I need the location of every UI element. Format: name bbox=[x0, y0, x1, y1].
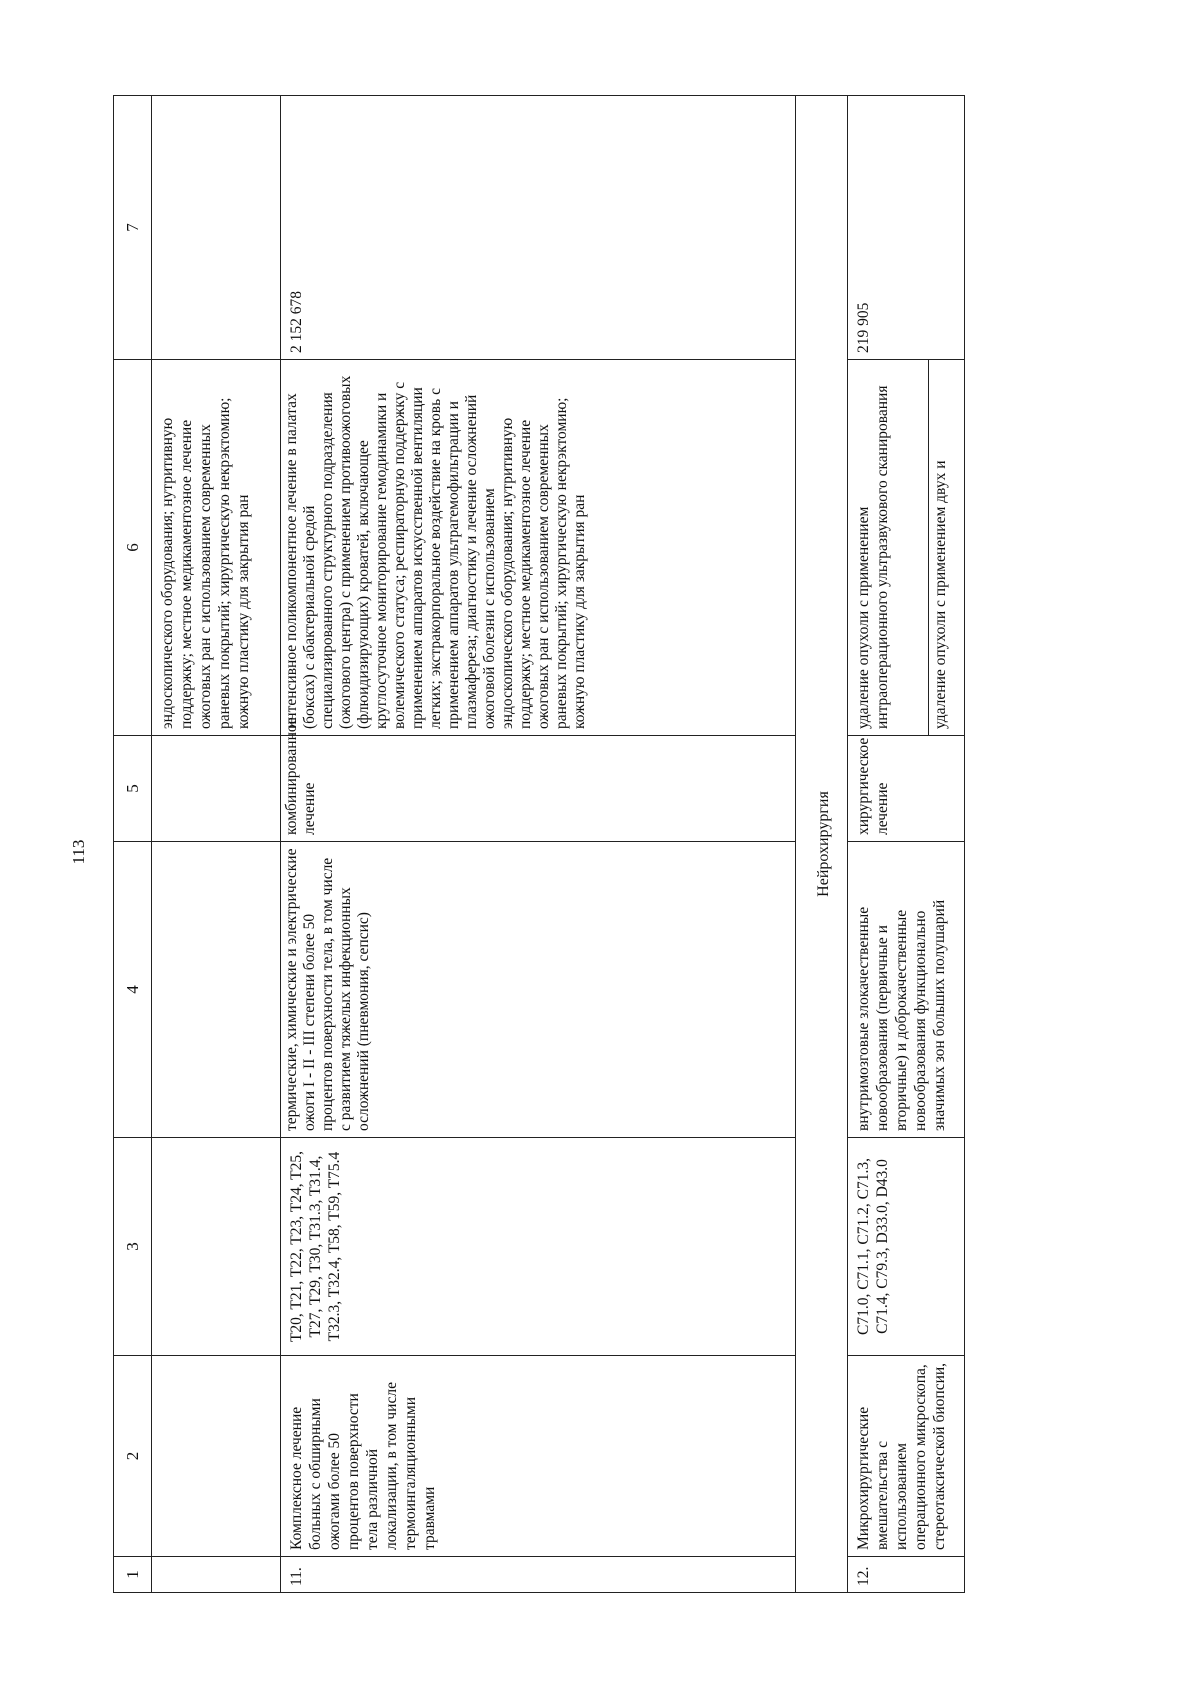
cell-row-number: 12. bbox=[848, 1557, 965, 1593]
section-row bbox=[796, 96, 848, 1593]
table-row-11 bbox=[281, 96, 796, 1593]
table-row-12 bbox=[848, 96, 965, 1593]
cell-empty bbox=[152, 1557, 281, 1593]
cell-cost: 219 905 bbox=[848, 96, 965, 360]
cell-empty bbox=[152, 1356, 281, 1557]
cell-care-name: Комплексное лечение больных с обширными ожогами более 50 процентов поверхности тела различной локализации, в том числе термоингаляционными травмами bbox=[281, 1356, 796, 1557]
cell-empty bbox=[152, 1138, 281, 1356]
cell-method-continued: эндоскопического оборудования; нутритивную поддержку; местное медикаментозное лечение ожоговых ран с использованием современных раневых покрытий; хирургическую некрэктомию; кожную пластику для закрытия ран bbox=[152, 360, 281, 736]
cell-treatment-method: интенсивное поликомпонентное лечение в палатах (боксах) с абактериальной средой специализированного структурного подразделения (ожогового центра) с применением противоожоговых (флюидизирующих) кроватей, включающее круглосуточное мониторирование гемодинамики и волемического статуса; респираторную поддержку с применением аппаратов искусственной вентиляции легких; экстракорпоральное воздействие на кровь с применением аппаратов ультрагемофильтрации и плазмафереза; диагностику и лечение осложнений ожоговой болезни с использованием эндоскопического оборудования; нутритивную поддержку; местное медикаментозное лечение ожоговых ран с использованием современных раневых покрытий; хирургическую некрэктомию; кожную пластику для закрытия ран bbox=[281, 360, 796, 736]
header-col-4: 4 bbox=[114, 842, 152, 1138]
table-row-continued bbox=[152, 96, 281, 1593]
rotated-table-sheet bbox=[113, 103, 1073, 1593]
cell-patient-model: внутримозговые злокачественные новообразования (первичные и вторичные) и доброкачественные новообразования функционально значимых зон больших полушарий bbox=[848, 842, 965, 1138]
medical-care-table bbox=[113, 95, 965, 1593]
cell-empty bbox=[152, 96, 281, 360]
cell-cost: 2 152 678 bbox=[281, 96, 796, 360]
cell-care-name: Микрохирургические вмешательства с использованием операционного микроскопа, стереотаксической биопсии, bbox=[848, 1356, 965, 1557]
page-number: 113 bbox=[69, 839, 88, 865]
method-variant-1: удаление опухоли с применением интраоперационного ультразвукового сканирования bbox=[848, 360, 929, 735]
method-variant-2: удаление опухоли с применением двух и bbox=[932, 460, 949, 729]
cell-treatment-type: комбинированное лечение bbox=[281, 736, 796, 842]
cell-treatment-method bbox=[848, 360, 965, 736]
cell-icd-codes: C71.0, C71.1, C71.2, C71.3, C71.4, C79.3, D33.0, D43.0 bbox=[848, 1138, 965, 1356]
header-row bbox=[114, 96, 152, 1593]
header-col-7: 7 bbox=[114, 96, 152, 360]
header-col-2: 2 bbox=[114, 1356, 152, 1557]
header-col-6: 6 bbox=[114, 360, 152, 736]
header-col-3: 3 bbox=[114, 1138, 152, 1356]
header-col-1: 1 bbox=[114, 1557, 152, 1593]
cell-empty bbox=[152, 842, 281, 1138]
cell-icd-codes: T20, T21, T22, T23, T24, T25, T27, T29, T30, T31.3, T31.4, T32.3, T32.4, T58, T59, T75.4 bbox=[281, 1138, 796, 1356]
section-title: Нейрохирургия bbox=[796, 96, 848, 1593]
cell-patient-model: термические, химические и электрические ожоги I - II - III степени более 50 процентов поверхности тела, в том числе с развитием тяжелых инфекционных осложнений (пневмония, сепсис) bbox=[281, 842, 796, 1138]
header-col-5: 5 bbox=[114, 736, 152, 842]
cell-row-number: 11. bbox=[281, 1557, 796, 1593]
cell-empty bbox=[152, 736, 281, 842]
cell-treatment-type: хирургическое лечение bbox=[848, 736, 965, 842]
